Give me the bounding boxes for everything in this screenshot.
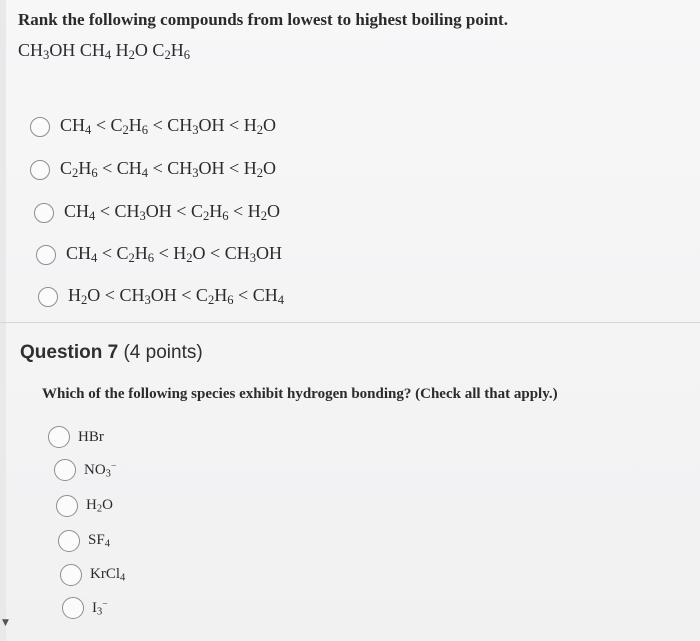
option-label: $C_2H_6 < CH_4 < CH_3OH < H_2O$ bbox=[60, 158, 276, 181]
compound: $C_2H_6$ bbox=[152, 40, 191, 63]
q6-option-3[interactable] bbox=[34, 201, 280, 224]
compound-list bbox=[18, 38, 688, 67]
compound: $H_2O$ bbox=[115, 40, 148, 63]
question-divider bbox=[0, 322, 700, 323]
option-label: $CH_4 < C_2H_6 < H_2O < CH_3OH$ bbox=[66, 243, 282, 266]
question-6-prompt: Rank the following compounds from lowest to highest boiling point. bbox=[18, 10, 508, 29]
option-label: KrCl$_4$ bbox=[90, 566, 126, 584]
q7-option-3[interactable] bbox=[56, 495, 113, 517]
compound: $CH_3OH$ bbox=[18, 40, 76, 63]
q7-option-5[interactable] bbox=[60, 564, 125, 586]
q7-option-2[interactable] bbox=[54, 459, 116, 481]
q6-option-1[interactable] bbox=[30, 115, 276, 138]
question-7-title: Question 7 (4 points) bbox=[20, 342, 203, 363]
radio-button[interactable] bbox=[30, 160, 50, 180]
option-label: $SF_4$ bbox=[88, 532, 110, 550]
q6-option-5[interactable] bbox=[38, 285, 284, 308]
compound: $CH_4$ bbox=[79, 40, 112, 63]
option-label: $NO_3^-$ bbox=[84, 460, 117, 480]
q6-option-4[interactable] bbox=[36, 243, 282, 266]
option-label: $H_2O$ bbox=[86, 497, 113, 515]
radio-button[interactable] bbox=[30, 117, 50, 137]
scroll-down-icon[interactable]: ▼ bbox=[2, 618, 9, 628]
q7-option-4[interactable] bbox=[58, 530, 110, 552]
left-edge bbox=[0, 0, 6, 641]
q7-option-1[interactable] bbox=[48, 426, 104, 448]
radio-button[interactable] bbox=[36, 245, 56, 265]
question-7-prompt: Which of the following species exhibit hydrogen bonding? (Check all that apply.) bbox=[42, 386, 558, 402]
option-label: $H_2O < CH_3OH < C_2H_6 < CH_4$ bbox=[68, 285, 284, 308]
radio-button[interactable] bbox=[34, 203, 54, 223]
checkbox-circle[interactable] bbox=[56, 495, 78, 517]
checkbox-circle[interactable] bbox=[48, 426, 70, 448]
checkbox-circle[interactable] bbox=[60, 564, 82, 586]
checkbox-circle[interactable] bbox=[58, 530, 80, 552]
q6-option-2[interactable] bbox=[30, 158, 276, 181]
checkbox-circle[interactable] bbox=[54, 459, 76, 481]
checkbox-circle[interactable] bbox=[62, 597, 84, 619]
option-label: $CH_4 < C_2H_6 < CH_3OH < H_2O$ bbox=[60, 115, 276, 138]
q7-option-6[interactable] bbox=[62, 597, 108, 619]
option-label: HBr bbox=[78, 428, 104, 445]
option-label: $CH_4 < CH_3OH < C_2H_6 < H_2O$ bbox=[64, 201, 280, 224]
question-6 bbox=[18, 8, 688, 67]
option-label: $I_3^-$ bbox=[92, 598, 108, 618]
radio-button[interactable] bbox=[38, 287, 58, 307]
